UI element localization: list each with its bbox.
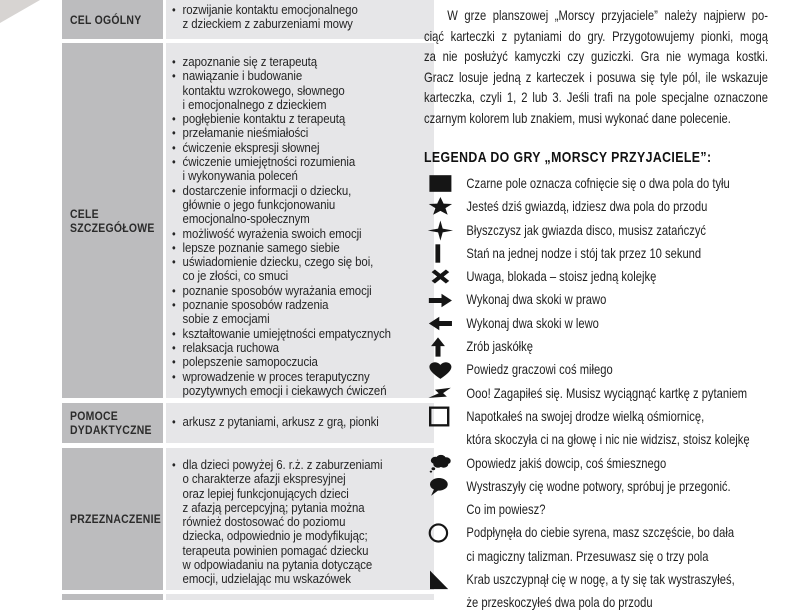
- bullet-line: emocjonalno-społecznym: [182, 211, 310, 227]
- row-content: [172, 415, 403, 429]
- arrow-left-icon: [424, 312, 466, 335]
- bullet-line: z afazją percepcyjną; pytania można: [182, 499, 365, 515]
- bullet-item: [172, 112, 403, 126]
- legend-line: Wykonaj dwa skoki w lewo: [466, 314, 599, 331]
- legend-line: Wystraszyły cię wodne potwory, spróbuj je przegonić.: [466, 477, 731, 494]
- bullet-line: lepsze poznanie samego siebie: [182, 239, 340, 255]
- table-row: [62, 0, 402, 39]
- speech-bubble-icon: [424, 475, 466, 498]
- scan-artifact: [0, 0, 40, 23]
- bullet-text: [183, 284, 403, 298]
- legend-line: Stań na jednej nodze i stój tak przez 10 sekund: [466, 244, 702, 261]
- legend-line: Powiedz graczowi coś miłego: [466, 361, 613, 378]
- legend-item: [424, 195, 773, 218]
- bullet-line: nawiązanie i budowanie: [182, 68, 303, 84]
- bullet-text: [183, 155, 403, 184]
- bullet-glyph: •: [172, 369, 176, 384]
- bullet-item: [172, 55, 403, 69]
- bullet-text: [183, 141, 403, 155]
- bullet-text: [183, 327, 403, 341]
- bullet-line: możliwość wyrażenia swoich emocji: [182, 225, 362, 241]
- legend-item-text: [466, 288, 772, 311]
- bullet-item: [172, 141, 403, 155]
- paragraph-line: Gracz losuje jedną z karteczek i posuwa się tyle pól, ile wskazuje: [424, 68, 768, 85]
- legend-line: Co im powiesz?: [466, 501, 546, 518]
- bullet-glyph: •: [172, 415, 176, 429]
- bullet-text: [183, 458, 403, 587]
- star-icon: [424, 195, 466, 218]
- legend-item-text: [466, 312, 772, 335]
- legend-item: [424, 242, 773, 265]
- legend-line: Opowiedz jakiś dowcip, coś śmiesznego: [466, 454, 667, 471]
- legend-item: [424, 172, 773, 195]
- table-row: [62, 43, 402, 398]
- row-content: [172, 458, 403, 587]
- bullet-line: wprowadzenie w proces teraputyczny: [182, 368, 370, 384]
- bullet-item: [172, 184, 403, 227]
- bullet-item: [172, 255, 403, 284]
- bullet-line: emocji, udzielając mu wskazówek: [182, 571, 351, 587]
- bullet-item: [172, 458, 403, 587]
- legend-line: Czarne pole oznacza cofnięcie się o dwa pola do tyłu: [466, 175, 730, 191]
- outline-circle-icon: [424, 521, 466, 544]
- legend-item-text: [466, 219, 772, 242]
- bullet-text: [183, 227, 403, 241]
- paragraph-line: karteczka, czyli 1, 2 lub 3. Jeśli trafi na pole specjalne oznaczone: [424, 89, 768, 106]
- bullet-item: [172, 327, 403, 341]
- row-label-cell: [62, 403, 163, 443]
- legend-item-text: [466, 195, 772, 218]
- paragraph-line: ciąć karteczki z pytaniami do gry. Przygotowujemy pionki, mogą: [424, 27, 768, 44]
- legend-item-text: [466, 475, 772, 522]
- bullet-item: [172, 3, 403, 32]
- legend-line: Podpłynęła do ciebie syrena, masz szczęście, bo dała: [466, 524, 735, 541]
- bullet-text: [183, 3, 403, 32]
- bullet-line: poznanie sposobów wyrażania emocji: [182, 282, 372, 298]
- bullet-line: głównie o jego funkcjonowaniu: [182, 196, 336, 212]
- lightning-icon: [424, 382, 466, 405]
- sparkle-icon: [424, 219, 466, 242]
- bullet-glyph: •: [172, 355, 176, 370]
- bullet-text: [183, 355, 403, 369]
- bullet-text: [183, 126, 403, 140]
- bullet-line: przełamanie nieśmiałości: [182, 125, 309, 141]
- bullet-glyph: •: [172, 458, 176, 472]
- black-square-icon: [424, 172, 466, 195]
- legend-title-text: LEGENDA DO GRY „MORSCY PRZYJACIELE”:: [424, 149, 712, 166]
- bullet-item: [172, 415, 403, 429]
- legend-item-text: [466, 172, 772, 195]
- legend-item-text: [466, 382, 772, 405]
- bullet-item: [172, 284, 403, 298]
- bullet-item: [172, 69, 403, 112]
- bullet-text: [183, 255, 403, 284]
- bullet-item: [172, 241, 403, 255]
- legend-line: Wykonaj dwa skoki w prawo: [466, 291, 607, 308]
- bullet-item: [172, 298, 403, 327]
- bullet-glyph: •: [172, 240, 176, 255]
- bullet-text: [183, 184, 403, 227]
- legend-item: [424, 288, 773, 311]
- legend-item-text: [466, 521, 772, 568]
- intro-paragraph: [424, 5, 768, 129]
- row-content-cell: [166, 403, 434, 443]
- paragraph-line: za nie posłużyć kamyczki czy guziczki. Gra nie wymaga kostki.: [424, 48, 768, 65]
- bullet-line: terapeuta powinien pomagać dziecku: [182, 542, 369, 558]
- bullet-line: z dzieckiem z zaburzeniami mowy: [182, 16, 353, 32]
- legend-item: [424, 475, 773, 522]
- bullet-glyph: •: [172, 326, 176, 341]
- legend-item: [424, 358, 773, 381]
- legend-line: Błyszczysz jak gwiazda disco, musisz zatańczyć: [466, 221, 707, 238]
- bullet-line: zapoznanie się z terapeutą: [182, 54, 318, 69]
- bullet-line: dziecka, odpowiednio je modyfikując;: [182, 528, 368, 544]
- legend-title: [424, 149, 775, 166]
- bullet-glyph: •: [172, 55, 176, 69]
- row-content-cell: [166, 0, 434, 39]
- bullet-line: uświadomienie dziecku, czego się boi,: [182, 254, 374, 270]
- bullet-line: ćwiczenie ekspresji słownej: [182, 139, 320, 155]
- bullet-glyph: •: [172, 283, 176, 298]
- bullet-text: [183, 415, 403, 429]
- legend-line: Zrób jaskółkę: [466, 338, 534, 355]
- bullet-glyph: •: [172, 340, 176, 355]
- legend-item-text: [466, 242, 772, 265]
- row-label-cell: [62, 594, 163, 600]
- legend-item: [424, 452, 773, 475]
- bullet-item: [172, 155, 403, 184]
- arrow-right-icon: [424, 288, 466, 311]
- bullet-item: [172, 355, 403, 369]
- burst-bubble-icon: [424, 452, 466, 475]
- bullet-text: [183, 241, 403, 255]
- bullet-line: sobie z emocjami: [182, 311, 270, 327]
- bullet-text: [183, 370, 403, 399]
- bullet-line: polepszenie samopoczucia: [182, 354, 318, 370]
- row-label: CEL OGÓLNY: [70, 12, 142, 27]
- bullet-glyph: •: [172, 226, 176, 241]
- legend-item: [424, 335, 773, 358]
- legend-line: ci magiczny talizman. Przesuwasz się o trzy pola: [466, 547, 709, 564]
- row-label: PRZEZNACZENIE: [70, 512, 161, 526]
- bullet-line: co je złości, co smuci: [182, 268, 289, 284]
- legend-line: Uwaga, blokada – stoisz jedną kolejkę: [466, 268, 657, 285]
- bullet-glyph: •: [172, 69, 176, 84]
- bullet-glyph: •: [172, 126, 176, 141]
- legend-line: że przeskoczyłeś dwa pola do przodu: [466, 594, 653, 611]
- legend-item: [424, 382, 773, 405]
- row-label: POMOCE DYDAKTYCZNE: [70, 409, 152, 437]
- row-label-cell: [62, 43, 163, 398]
- bullet-line: w odpowiadaniu na pytania dotyczące: [182, 557, 373, 573]
- legend-item-text: [466, 265, 772, 288]
- bullet-line: ćwiczenie umiejętności rozumienia: [182, 154, 356, 170]
- bullet-line: kształtowanie umiejętności empatycznych: [182, 325, 391, 341]
- legend-item-text: [466, 452, 772, 475]
- row-label: CELE SZCZEGÓŁOWE: [70, 206, 155, 235]
- legend-item: [424, 219, 773, 242]
- legend-item: [424, 312, 773, 335]
- bullet-line: dla dzieci powyżej 6. r.ż. z zaburzeniami: [182, 457, 383, 472]
- bullet-item: [172, 126, 403, 140]
- bullet-text: [183, 69, 403, 112]
- bullet-line: również dostosować do poziomu: [182, 514, 346, 530]
- row-content: [172, 3, 403, 32]
- bullet-item: [172, 370, 403, 399]
- bullet-glyph: •: [172, 298, 176, 313]
- bullet-line: pozytywnych emocji i ciekawych ćwiczeń: [182, 382, 387, 398]
- table-row: [62, 403, 402, 443]
- row-content-cell: [166, 43, 434, 398]
- bullet-text: [183, 55, 403, 69]
- row-label-cell: [62, 0, 163, 39]
- row-content-cell: [166, 448, 434, 590]
- outline-square-icon: [424, 405, 466, 428]
- legend-line: która skoczyła ci na głowę i nic nie widzisz, stoisz kolejkę: [466, 431, 750, 448]
- legend-list: [424, 172, 773, 615]
- legend-line: Napotkałeś na swojej drodze wielką ośmiornicę,: [466, 407, 705, 424]
- legend-line: Ooo! Zagapiłeś się. Musisz wyciągnąć kartkę z pytaniem: [466, 384, 748, 401]
- bullet-glyph: •: [172, 112, 176, 127]
- article-column: [424, 0, 800, 611]
- legend-item: [424, 568, 773, 615]
- legend-item: [424, 521, 773, 568]
- bullet-line: poznanie sposobów radzenia: [182, 297, 329, 313]
- bullet-glyph: •: [172, 3, 176, 17]
- bullet-glyph: •: [172, 255, 176, 270]
- bullet-text: [183, 341, 403, 355]
- row-label-cell: [62, 448, 163, 590]
- bullet-line: o charakterze afazji ekspresyjnej: [182, 471, 346, 487]
- black-triangle-icon: [424, 568, 466, 591]
- bullet-line: dostarczenie informacji o dziecku,: [182, 182, 352, 198]
- bullet-line: kontaktu wzrokowego, słownego: [182, 82, 345, 98]
- paragraph-line: czarnym kolorem lub znakiem, musi wykonać dane polecenie.: [424, 109, 731, 126]
- legend-item-text: [466, 335, 772, 358]
- legend-line: Krab uszczypnął cię w nogę, a ty się tak wystraszyłeś,: [466, 571, 735, 588]
- bullet-line: oraz lepiej funkcjonujących dzieci: [182, 485, 349, 501]
- bullet-line: pogłębienie kontaktu z terapeutą: [182, 111, 346, 127]
- bullet-item: [172, 341, 403, 355]
- legend-item-text: [466, 405, 772, 452]
- legend-line: Jesteś dziś gwiazdą, idziesz dwa pola do przodu: [466, 198, 708, 215]
- legend-item: [424, 405, 773, 452]
- legend-item: [424, 265, 773, 288]
- bullet-glyph: •: [172, 140, 176, 155]
- bullet-text: [183, 112, 403, 126]
- paragraph-line: W grze planszowej „Morscy przyjaciele” należy najpierw po-: [447, 7, 768, 23]
- bullet-text: [183, 298, 403, 327]
- bullet-line: i wykonywania poleceń: [182, 168, 298, 184]
- bullet-line: arkusz z pytaniami, arkusz z grą, pionki: [182, 414, 379, 429]
- legend-item-text: [466, 568, 772, 615]
- table-row: [62, 448, 402, 590]
- bullet-item: [172, 227, 403, 241]
- bullet-glyph: •: [172, 183, 176, 198]
- row-content: [172, 55, 403, 398]
- heart-icon: [424, 358, 466, 381]
- row-content-cell: [166, 594, 434, 600]
- legend-item-text: [466, 358, 772, 381]
- table-row: [62, 594, 402, 600]
- bullet-line: relaksacja ruchowa: [182, 339, 279, 355]
- x-mark-icon: [424, 265, 466, 288]
- arrow-up-icon: [424, 335, 466, 358]
- bullet-line: i emocjonalnego z dzieckiem: [182, 96, 327, 112]
- vertical-bar-icon: [424, 242, 466, 265]
- bullet-line: rozwijanie kontaktu emocjonalnego: [182, 2, 358, 17]
- bullet-glyph: •: [172, 155, 176, 170]
